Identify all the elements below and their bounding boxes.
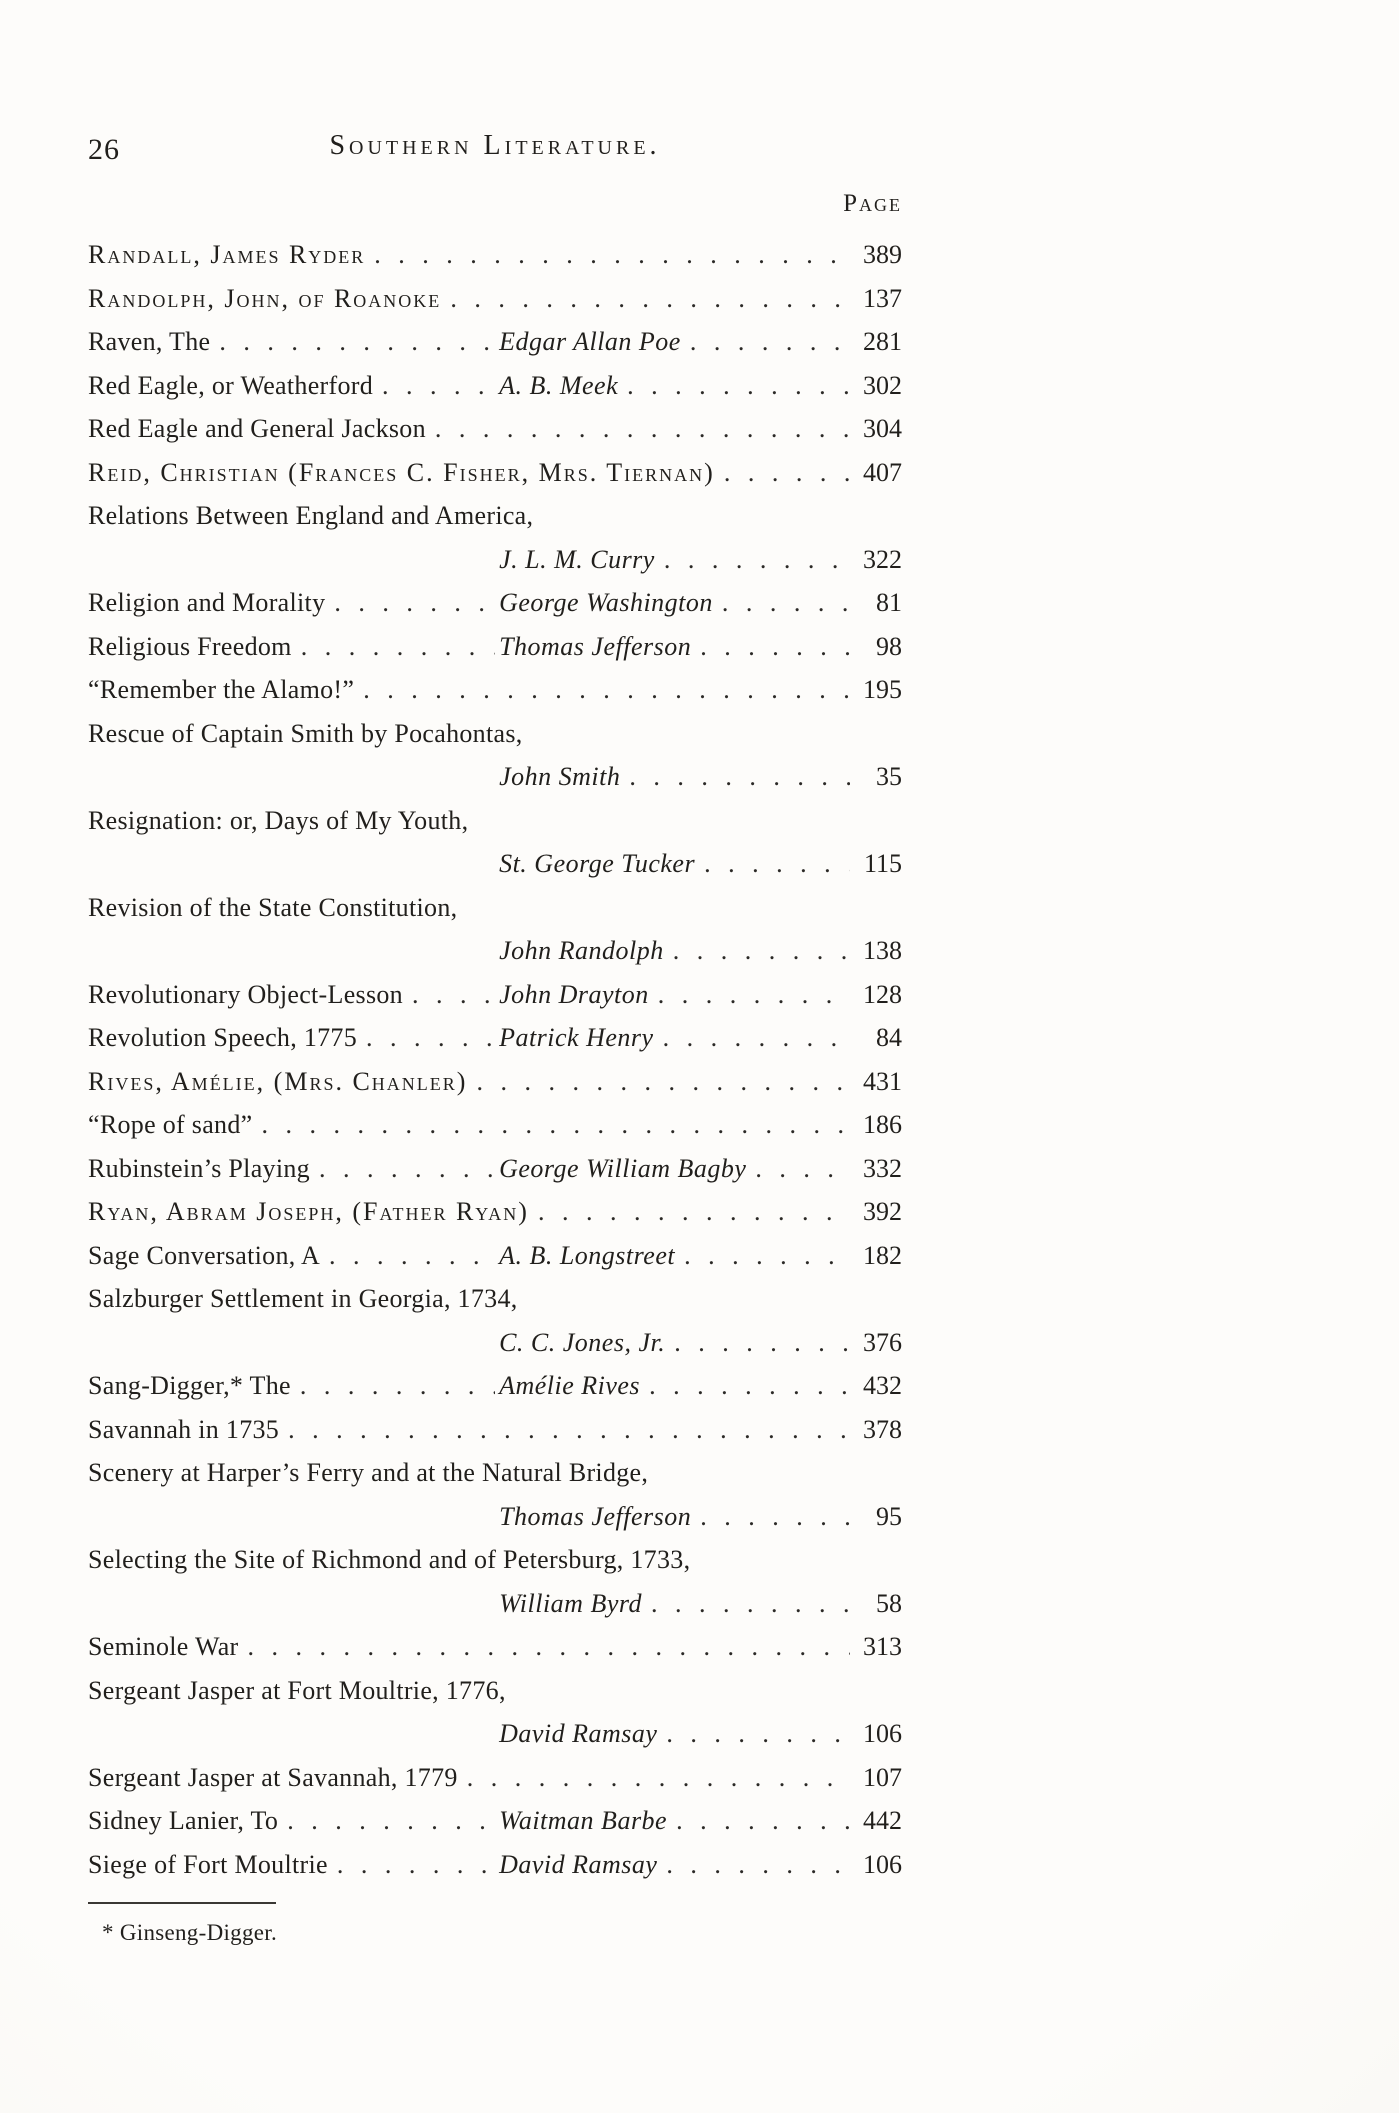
entry-title: Siege of Fort Moultrie xyxy=(88,1849,328,1879)
dot-leader xyxy=(651,1582,850,1626)
index-entry xyxy=(88,668,902,712)
entry-page-number: 281 xyxy=(863,327,902,356)
entry-title: Rescue of Captain Smith by Pocahontas, xyxy=(88,718,523,748)
entry-page-number: 58 xyxy=(876,1588,902,1618)
entry-page-number: 182 xyxy=(863,1240,902,1270)
entry-title: Relations Between England and America, xyxy=(88,501,534,530)
entry-page-number: 81 xyxy=(876,588,902,617)
entry-page-number: 84 xyxy=(876,1023,902,1052)
index-entry-title-line xyxy=(88,1451,902,1495)
entry-title-segment xyxy=(88,320,499,364)
entry-page-number: 195 xyxy=(863,675,902,704)
index-entry xyxy=(88,233,902,277)
index-list xyxy=(88,233,902,1886)
entry-title: Resignation: or, Days of My Youth, xyxy=(88,805,469,835)
entry-page-number: 392 xyxy=(863,1197,902,1226)
entry-author: Thomas Jefferson xyxy=(499,631,692,661)
dot-leader xyxy=(467,1756,850,1800)
index-entry-continuation-line xyxy=(88,1321,902,1365)
page-number: 26 xyxy=(88,133,120,166)
entry-title: Rubinstein’s Playing xyxy=(88,1153,310,1183)
entry-title-segment xyxy=(88,973,499,1017)
dot-leader xyxy=(700,625,850,669)
entry-author: William Byrd xyxy=(499,1588,643,1618)
index-entry xyxy=(88,1756,902,1800)
entry-title-segment xyxy=(88,625,499,669)
index-entry xyxy=(88,1060,902,1104)
index-entry-title-line xyxy=(88,494,902,538)
entry-title: “Rope of sand” xyxy=(88,1110,253,1139)
entry-title: Sergeant Jasper at Fort Moultrie, 1776, xyxy=(88,1675,506,1705)
entry-author-segment xyxy=(499,320,854,364)
entry-title: Revolutionary Object-Lesson xyxy=(88,979,403,1009)
entry-title-segment xyxy=(88,1016,499,1060)
entry-title: Red Eagle, or Weatherford xyxy=(88,370,374,400)
index-entry xyxy=(88,1234,902,1278)
entry-page-number: 106 xyxy=(863,1719,902,1748)
index-entry xyxy=(88,364,902,408)
dot-leader xyxy=(658,973,850,1017)
entry-title-segment xyxy=(88,1799,499,1843)
entry-author: David Ramsay xyxy=(499,1719,658,1748)
dot-leader xyxy=(300,1364,495,1408)
dot-leader xyxy=(301,625,495,669)
entry-title: Sang-Digger,* The xyxy=(88,1371,291,1400)
dot-leader xyxy=(673,929,850,973)
entry-title: Sergeant Jasper at Savannah, 1779 xyxy=(88,1762,458,1792)
index-entry xyxy=(88,1408,902,1452)
dot-leader xyxy=(288,1408,850,1452)
index-entry xyxy=(88,1147,902,1191)
page-header xyxy=(88,130,902,174)
dot-leader xyxy=(382,364,495,408)
entry-page-number: 106 xyxy=(863,1849,902,1879)
dot-leader xyxy=(435,407,850,451)
entry-author: St. George Tucker xyxy=(499,849,696,878)
entry-title: Religion and Morality xyxy=(88,588,326,617)
entry-author: David Ramsay xyxy=(499,1849,658,1879)
entry-author-segment xyxy=(499,973,854,1017)
entry-title: Reid, Christian (Frances C. Fisher, Mrs. Tiernan) xyxy=(88,457,715,487)
dot-leader xyxy=(450,277,850,321)
dot-leader xyxy=(374,233,850,277)
entry-author-segment xyxy=(499,364,854,408)
page-column-label: Page xyxy=(843,190,902,217)
dot-leader xyxy=(319,1147,495,1191)
index-entry xyxy=(88,1103,902,1147)
dot-leader xyxy=(627,364,850,408)
entry-title: Sidney Lanier, To xyxy=(88,1806,279,1835)
entry-page-number: 389 xyxy=(863,240,902,269)
entry-title: Selecting the Site of Richmond and of Petersburg, 1733, xyxy=(88,1545,691,1574)
entry-title: Revolution Speech, 1775 xyxy=(88,1023,358,1052)
entry-author: John Drayton xyxy=(499,979,649,1009)
entry-author: J. L. M. Curry xyxy=(499,544,655,574)
entry-title-segment xyxy=(88,1364,499,1408)
index-entry xyxy=(88,407,902,451)
dot-leader xyxy=(666,1712,850,1756)
index-entry xyxy=(88,277,902,321)
entry-author-segment xyxy=(499,581,854,625)
entry-page-number: 98 xyxy=(876,631,902,661)
entry-title: Raven, The xyxy=(88,327,211,356)
entry-author: George William Bagby xyxy=(499,1153,747,1183)
entry-title: Salzburger Settlement in Georgia, 1734, xyxy=(88,1284,518,1313)
dot-leader xyxy=(674,1321,850,1365)
dot-leader xyxy=(629,755,850,799)
dot-leader xyxy=(412,973,495,1017)
entry-title: “Remember the Alamo!” xyxy=(88,675,355,704)
index-entry-continuation-line xyxy=(88,1495,902,1539)
entry-page-number: 35 xyxy=(876,762,902,791)
dot-leader xyxy=(334,581,495,625)
entry-author-segment xyxy=(499,1799,854,1843)
entry-page-number: 128 xyxy=(863,979,902,1009)
dot-leader xyxy=(724,451,850,495)
entry-page-number: 442 xyxy=(863,1806,902,1835)
dot-leader xyxy=(649,1364,850,1408)
entry-author-segment xyxy=(499,1016,854,1060)
entry-title: Rives, Amélie, (Mrs. Chanler) xyxy=(88,1066,468,1096)
index-entry xyxy=(88,1016,902,1060)
entry-title: Ryan, Abram Joseph, (Father Ryan) xyxy=(88,1197,529,1226)
index-entry xyxy=(88,1625,902,1669)
entry-page-number: 137 xyxy=(863,283,902,313)
entry-title: Religious Freedom xyxy=(88,631,292,661)
dot-leader xyxy=(366,1016,495,1060)
footnote xyxy=(88,1902,902,1946)
entry-author: Patrick Henry xyxy=(499,1023,654,1052)
dot-leader xyxy=(755,1147,850,1191)
entry-author: George Washington xyxy=(499,588,713,617)
index-entry-continuation-line xyxy=(88,755,902,799)
index-entry-title-line xyxy=(88,1538,902,1582)
dot-leader xyxy=(664,538,850,582)
footnote-rule xyxy=(88,1902,276,1904)
entry-page-number: 186 xyxy=(863,1110,902,1139)
entry-title: Scenery at Harper’s Ferry and at the Natural Bridge, xyxy=(88,1458,649,1487)
entry-title: Revision of the State Constitution, xyxy=(88,892,458,922)
dot-leader xyxy=(722,581,850,625)
entry-title-segment xyxy=(88,581,499,625)
dot-leader xyxy=(476,1060,850,1104)
entry-title-segment xyxy=(88,1843,499,1887)
entry-page-number: 107 xyxy=(863,1762,902,1792)
entry-author: Thomas Jefferson xyxy=(499,1501,692,1531)
entry-author: C. C. Jones, Jr. xyxy=(499,1327,666,1357)
entry-author-segment xyxy=(499,625,854,669)
entry-page-number: 115 xyxy=(863,849,902,878)
running-title: Southern Literature. xyxy=(329,130,661,161)
index-entry-title-line xyxy=(88,712,902,756)
dot-leader xyxy=(219,320,495,364)
entry-title: Red Eagle and General Jackson xyxy=(88,414,426,443)
entry-author: A. B. Longstreet xyxy=(499,1240,676,1270)
entry-title-segment xyxy=(88,364,499,408)
index-entry-continuation-line xyxy=(88,929,902,973)
entry-title: Seminole War xyxy=(88,1632,239,1661)
entry-page-number: 313 xyxy=(863,1632,902,1661)
entry-page-number: 407 xyxy=(863,457,902,487)
dot-leader xyxy=(690,320,850,364)
dot-leader xyxy=(704,842,850,886)
dot-leader xyxy=(538,1190,850,1234)
entry-author-segment xyxy=(499,1364,854,1408)
index-entry xyxy=(88,320,902,364)
entry-title: Savannah in 1735 xyxy=(88,1414,280,1444)
entry-page-number: 95 xyxy=(876,1501,902,1531)
entry-page-number: 138 xyxy=(863,936,902,965)
index-entry-title-line xyxy=(88,1277,902,1321)
entry-title-segment xyxy=(88,1234,499,1278)
index-entry-continuation-line xyxy=(88,1712,902,1756)
entry-author-segment xyxy=(499,1843,854,1887)
dot-leader xyxy=(684,1234,850,1278)
index-entry-continuation-line xyxy=(88,842,902,886)
entry-page-number: 304 xyxy=(863,414,902,443)
index-entry-title-line xyxy=(88,1669,902,1713)
index-entry xyxy=(88,625,902,669)
dot-leader xyxy=(666,1843,850,1887)
index-entry-continuation-line xyxy=(88,1582,902,1626)
index-entry-title-line xyxy=(88,886,902,930)
index-entry xyxy=(88,1843,902,1887)
entry-page-number: 332 xyxy=(863,1153,902,1183)
index-entry xyxy=(88,1364,902,1408)
index-entry-title-line xyxy=(88,799,902,843)
entry-page-number: 376 xyxy=(863,1327,902,1357)
footnote-text: * Ginseng-Digger. xyxy=(102,1920,278,1945)
entry-page-number: 432 xyxy=(863,1371,902,1400)
entry-author: Amélie Rives xyxy=(499,1371,641,1400)
entry-title: Randolph, John, of Roanoke xyxy=(88,283,442,313)
entry-page-number: 431 xyxy=(863,1066,902,1096)
entry-author: Edgar Allan Poe xyxy=(499,327,681,356)
dot-leader xyxy=(287,1799,495,1843)
entry-page-number: 378 xyxy=(863,1414,902,1444)
entry-author: Waitman Barbe xyxy=(499,1806,668,1835)
index-entry xyxy=(88,451,902,495)
index-entry xyxy=(88,1799,902,1843)
entry-title-segment xyxy=(88,1147,499,1191)
entry-author: John Randolph xyxy=(499,936,664,965)
entry-title: Sage Conversation, A xyxy=(88,1240,321,1270)
dot-leader xyxy=(261,1103,850,1147)
dot-leader xyxy=(337,1843,495,1887)
entry-author: John Smith xyxy=(499,762,621,791)
index-entry xyxy=(88,581,902,625)
dot-leader xyxy=(700,1495,850,1539)
entry-author-segment xyxy=(499,1147,854,1191)
index-entry xyxy=(88,1190,902,1234)
dot-leader xyxy=(248,1625,851,1669)
entry-page-number: 322 xyxy=(863,544,902,574)
dot-leader xyxy=(676,1799,850,1843)
dot-leader xyxy=(663,1016,850,1060)
index-entry-continuation-line xyxy=(88,538,902,582)
dot-leader xyxy=(363,668,850,712)
entry-page-number: 302 xyxy=(863,370,902,400)
entry-author: A. B. Meek xyxy=(499,370,619,400)
index-entry xyxy=(88,973,902,1017)
dot-leader xyxy=(329,1234,495,1278)
entry-title: Randall, James Ryder xyxy=(88,240,366,269)
entry-author-segment xyxy=(499,1234,854,1278)
